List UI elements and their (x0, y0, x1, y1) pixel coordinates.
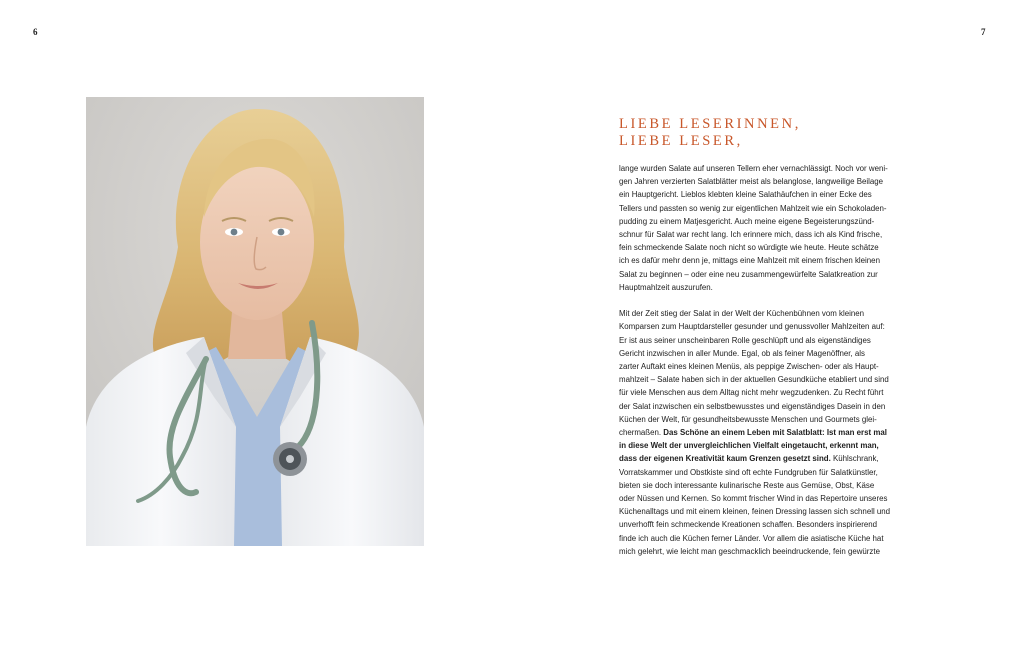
text-line-mixed (619, 452, 911, 465)
text-line: Mit der Zeit stieg der Salat in der Welt der Küchenbühnen vom kleinen (619, 309, 865, 319)
text-line: gen Jahren verzierten Salatblätter meist als belanglose, langweilige Beilage (619, 177, 884, 187)
portrait-illustration (86, 97, 424, 546)
text-line: Komparsen zum Hauptdarsteller gesunder und genussvoller Mahlzeiten auf: (619, 322, 885, 332)
heading-line-2: LIEBE LESER, (619, 133, 743, 149)
text-line: schnur für Salat war recht lang. Ich erinnere mich, dass ich als Kind frische, (619, 230, 883, 240)
text-line: für viele Menschen aus dem Alltag nicht mehr wegzudenken. Zu Recht führt (619, 388, 884, 398)
text-line: Küchen der Welt, für gesundheitsbewusste Menschen und Gourmets glei- (619, 414, 877, 424)
text-line: Tellers und passten so wenig zur eigentlichen Mahlzeit wie ein Schokoladen- (619, 203, 887, 213)
text-line: ein Hauptgericht. Lieblos klebten kleine Salathäufchen in einer Ecke des (619, 190, 872, 200)
text-line: zarter Auftakt eines kleinen Menüs, als peppige Zwischen- oder als Haupt- (619, 362, 879, 372)
text-line: bieten sie doch interessante kulinarische Reste aus Gemüse, Obst, Käse (619, 480, 875, 490)
text-line: mahlzeit – Salate haben sich in der aktuellen Gesundküche etabliert und sind (619, 375, 889, 385)
text-line-mixed (619, 426, 911, 439)
text-normal: Kühlschrank, (830, 454, 879, 464)
text-line: mich gelehrt, wie leicht man geschmacklich beeindruckende, fein gewürzte (619, 546, 880, 556)
text-line: Salat zu beginnen – oder eine neu zusammengewürfelte Salatkreation zur (619, 269, 878, 279)
text-bold: dass der eigenen Kreativität kaum Grenzen gesetzt sind. (619, 454, 831, 464)
text-bold: Das Schöne an einem Leben mit Salatblatt: Ist man erst mal (663, 428, 887, 438)
text-line: finde ich auch die Küchen ferner Länder. Vor allem die asiatische Küche hat (619, 533, 884, 543)
text-line: oder Nüssen und Kernen. So kommt frischer Wind in das Repertoire unseres (619, 494, 888, 504)
portrait-photo (86, 97, 424, 546)
page-number-left: 6 (33, 27, 38, 37)
text-line-bold: in diese Welt der unvergleichlichen Vielfalt eingetaucht, erkennt man, (619, 441, 879, 451)
text-line: lange wurden Salate auf unseren Tellern eher vernachlässigt. Noch vor weni- (619, 164, 888, 173)
text-line: Küchenalltags und mit einem kleinen, feinen Dressing lassen sich schnell und (619, 507, 891, 517)
text-line: pudding zu einem Matjesgericht. Auch meine eigene Begeisterungszünd- (619, 216, 875, 226)
text-line: Hauptmahlzeit auszurufen. (619, 282, 713, 292)
paragraph-gap (619, 294, 911, 307)
text-line: fein schmeckende Salate noch nicht so würdigte wie heute. Heute schätze (619, 243, 879, 253)
page-heading (619, 116, 801, 150)
page-number-right: 7 (981, 27, 986, 37)
body-text (619, 162, 911, 558)
text-line: Gericht inzwischen in aller Munde. Egal, ob als feiner Magenöffner, als (619, 348, 865, 358)
text-line: Er ist aus seiner unscheinbaren Rolle geschlüpft und als eigenständiges (619, 335, 871, 345)
text-normal: chermaßen. (619, 428, 664, 438)
text-line: ich es dafür mehr denn je, mittags eine Mahlzeit mit einem frischen kleinen (619, 256, 880, 266)
text-line: der Salat inzwischen ein selbstbewusstes und eigenständiges Dasein in den (619, 401, 886, 411)
heading-line-1: LIEBE LESERINNEN, (619, 116, 801, 132)
text-line: Vorratskammer und Obstkiste sind oft echte Fundgruben für Salatkünstler, (619, 467, 878, 477)
text-line: unverhofft fein schmeckende Kreationen schaffen. Besonders inspirierend (619, 520, 878, 530)
